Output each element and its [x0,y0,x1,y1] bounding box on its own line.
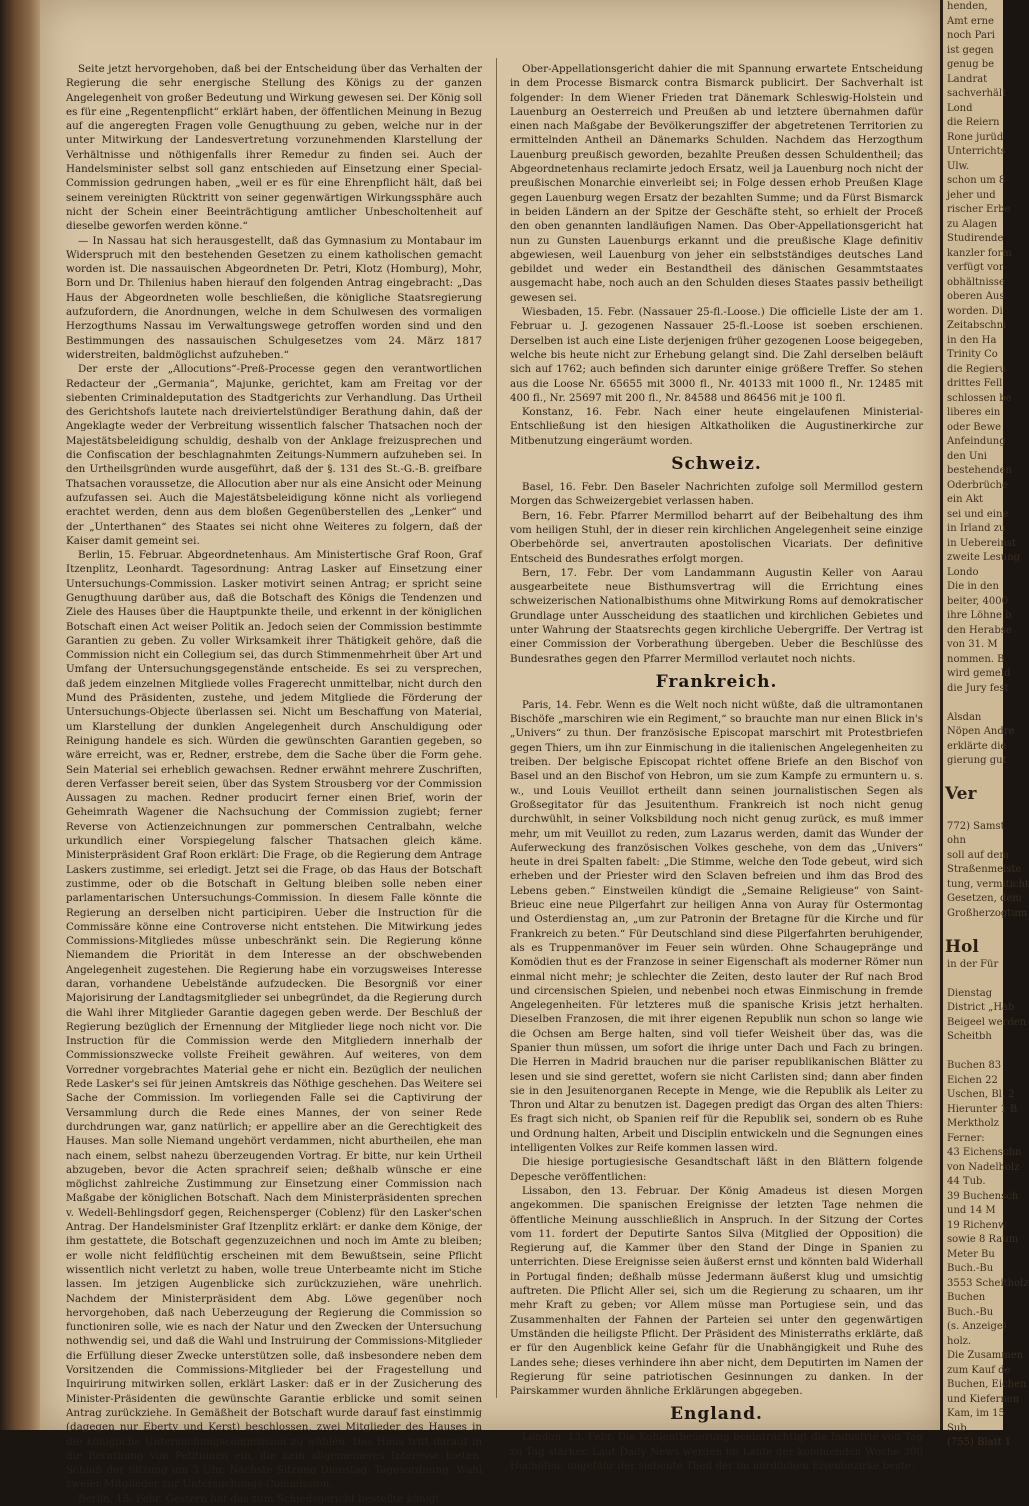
fragment-line: Die in den [947,581,999,592]
fragment-line: von 31. M [947,639,998,650]
fragment-line: ein Akt [947,494,984,505]
fragment-line: Unterrichts [947,146,1006,157]
fragment-line: noch Pari [947,30,995,41]
section-heading: Schweiz. [671,454,762,475]
fragment-line: Lond [947,102,973,114]
fragment-line: Oderbrüche [947,479,1008,491]
fragment-line: Eichen 22 [947,1074,998,1086]
fragment-line: wird gemeld [947,668,1011,679]
fragment-line: holz. [947,1335,972,1347]
fragment-line: gierung gut [947,755,1007,766]
article-paragraph: Ober-Appellationsgericht dahier die mit Spannung erwartete Entscheidung in dem Processe Bismarck contra Bismarck publicirt. Der Sachverhalt ist folgender: In dem Wiener Frieden trat Dänemark Schleswig-Holstein und Lauenburg an Oesterreich und Preußen ab und letztere übernahmen dafür einen nach Maßgabe der Bevölkerungsziffer der abgetretenen Territorien zu ermittelnden Antheil an Dänemarks Schulden. Nachdem das Herzogthum Lauenburg preußisch geworden, bezahlte Preußen dessen Schuldentheil; das Abgeordnetenhaus reclamirte jedoch Ersatz, weil ja Lauenburg noch nicht der preußischen Monarchie einverleibt sei; in Folge dessen erhob Preußen Klage gegen Lauenburg wegen Ersatz der bezahlten Summe; und da Fürst Bismarck in beiden Ländern an der Spitze der Geschäfte steht, so erhielt der Proceß den oben genannten landläufigen Namen. Das Ober-Appellationsgericht hat nun zu Gunsten Lauenburgs erkannt und die preußische Klage definitiv abgewiesen, weil Lauenburg von jeher ein selbstständiges deutsches Land gebildet und weder ein Bestandtheil des dänischen Gesammtstaates ausgemacht habe, noch auch an den Schulden dieses Staates passiv betheiligt gewesen sei. [510,63,923,304]
fragment-line: Trinity Co [947,349,998,360]
fragment-line [943,921,1003,936]
fragment-line: Buch.-Bu [947,1306,994,1318]
fragment-line: Ferner: [947,1132,985,1144]
fragment-line: 44 Tub. [947,1176,986,1187]
fragment-line: Scheitbh [947,1031,992,1042]
section-heading: Frankreich. [655,671,778,692]
fragment-line: Rone jurüd [947,131,1004,143]
fragment-line: kanzler form [947,247,1012,259]
fragment-line: von Nadelholz [947,1161,1020,1173]
fragment-line: Zeitabschni [947,320,1007,331]
article-paragraph: Bern, 17. Febr. Der vom Landammann Augustin Keller von Aarau ausgearbeitete neue Bisthumsvertrag will die Errichtung eines schweizerischen Nationalbisthums ohne Mitwirkung Roms auf demokratischer Grundlage unter Ausscheidung des staatlichen und kirchlichen Gebietes und unter Wahrung der Staatsrechts gegen kirchliche Uebergriffe. Der Vertrag ist einer Commission der Vorberathung übergeben. Ueber die Beschlüsse des Bundesrathes gegen den Pfarrer Mermillod verlautet noch nichts. [510,566,923,665]
fragment-line [943,769,1003,784]
fragment-line: die Jury fest [947,682,1009,694]
fragment-line: Alsdan [947,711,982,723]
fragment-line: 43 Eichenschn [947,1147,1022,1158]
fragment-line: und 14 M [947,1205,996,1216]
fragment-line: in den Ha [947,334,997,346]
fragment-line: (s. Anzeige) [947,1321,1007,1332]
fragment-line: Großherzogtum [947,907,1028,919]
article-paragraph: Basel, 16. Febr. Den Baseler Nachrichten zufolge soll Mermillod gestern Morgen das Schweizergebiet verlassen haben. [510,481,923,508]
article-paragraph: Paris, 14. Febr. Wenn es die Welt noch nicht wüßte, daß die ultramontanen Bischöfe „marschiren wie ein Regiment,“ so brauchte man nur einen Blick in's „Univers“ zu thun. Der französische Episcopat marschirt mit Protestbriefen gegen Thiers, um ihn zur Einmischung in die italienischen Angelegenheiten zu treiben. Der belgische Episcopat richtet offene Briefe an den Bischof von Basel und an den Bischof von Hebron, um sie zum Kampfe zu ermuntern u. s. w., und Louis Veuillot ertheilt dann seinen journalistischen Segen als Großsegitator für das Jesuitenthum. Frankreich ist noch nicht genug durchwühlt, in seiner Volksbildung noch nicht genug zurück, es muß immer mehr, um mit Veuillot zu reden, zum Lazarus werden, damit das Wunder der Auferweckung des französischen Volkes geschehe, von dem das „Univers“ heute in drei Spalten fabelt: „Die Stimme, welche den Tode gebeut, wird sich erheben und der Priester wird den Sclaven befreien und ihm das Brod des Lebens geben.“ Einstweilen kündigt die „Semaine Religieuse“ von Saint-Brieuc eine neue Pilgerfahrt zur heiligen Anna von Auray für Ostermontag und Osterdienstag an, „um zur Patronin der Bretagne für die Kirche und für Frankreich zu beten.“ Für Deutschland sind diese Pilgerfahrten beruhigender, als es Truppenmanöver im Feuer sein würden. Ohne Schaugepränge und Komödien thut es der Franzose in seiner Eigenschaft als moderner Römer nun einmal nicht mehr; je schlechter die Zeiten, desto lauter der Ruf nach Brod und circensischen Spielen, und nebenbei noch etwas Einmischung in fremde Angelegenheiten. Für letzteres muß die spanische Krisis jetzt herhalten. Dieselben Franzosen, die mit ihrer eigenen Republik nun schon so lange wie die Ochsen am Berge halten, sind voll tiefer Weisheit über das, was die Spanier thun müssen, um sofort die ihrige unter Dach und Fach zu bringen. Die Herren in Madrid brauchen nur die pariser republikanischen Blätter zu lesen und sie sind gerettet, wofern sie nicht Carlisten sind; dann aber finden sie in den Jesuitenorganen Recepte in Menge, wie die Republik als Leiter zu Thron und Altar zu benutzen ist. Dagegen predigt das Organ des alten Thiers: Es fragt sich nicht, ob Spanien reif für die Republik sei, sondern ob es Ruhe und Ordnung halten, Arbeit und Disciplin entwickeln und die Segnungen eines intelligenten Volkes zur Reife kommen lassen wird. [510,698,923,1155]
fragment-line: Merktholz [947,1118,999,1129]
article-paragraph: London, 13. Febr. Die Kohlentheuerung beeinträchtigt die Industrie von Tag zu Tag stärker. Laut Daily News werden im Laufe der kommenden Woche 300 Hochöfen, ungefähr der siebente Theil der im nördlichen Eisenbezirke beste- [510,1431,923,1473]
fragment-line: Buchen, Eichen [947,1379,1027,1390]
fragment-line: zu Alagen [947,218,998,230]
fragment-line: den Uni [947,450,988,462]
fragment-line: ist gegen [947,44,994,56]
fragment-line: Straßenmeiste [947,864,1022,875]
fragment-line: Buchen [947,1292,986,1303]
fragment-line: bestehenden [947,465,1012,476]
fragment-line: henden, [947,1,988,12]
fragment-line: verfügt vor [947,262,1004,273]
fragment-line: Kam, im 15 [947,1408,1005,1419]
fragment-line: und Kiefernen [947,1393,1020,1405]
left-column [66,62,482,1505]
adjacent-page-fragment [940,0,1029,1448]
fragment-line: Buch.-Bu [947,1263,994,1274]
fragment-line: oberen Aus [947,291,1005,302]
fragment-line: schlossen be [947,392,1012,404]
fragment-line: Amt erne [947,15,994,27]
fragment-line: Anfeindung [947,436,1006,447]
article-paragraph: Bern, 16. Febr. Pfarrer Mermillod beharrt auf der Beibehaltung des ihm vom heiligen Stuhl, der in dieser rein kirchlichen Angelegenheit seine einzige Oberbehörde sei, anvertrauten apostolischen Vicariats. Der definitive Entscheid des Bundesrathes erfolgt morgen. [510,509,923,565]
fragment-line: (755) Blatt 1 [947,1437,1012,1448]
fragment-line: sachverhält [947,88,1007,99]
article-paragraph: Berlin, 15. Februar. Abgeordnetenhaus. Am Ministertische Graf Roon, Graf Itzenplitz, Leonhardt. Tagesordnung: Antrag Lasker auf Einsetzung einer Untersuchungs-Commission. Lasker motivirt seinen Antrag; er spricht seine Genugthuung darüber aus, daß die Botschaft des Königs die Tendenzen und Ziele des Hauses über die Hauptpunkte theile, und erkennt in der königlichen Botschaft einen Act weiser Politik an. Jedoch seien der Commission bestimmte Garantien zu geben. Zu voller Wirksamkeit ihrer Thätigkeit gehöre, daß die Commission nicht ein Collegium sei, das durch Stimmenmehrheit über Art und Umfang der Untersuchungsgegenstände entscheide. Es sei zu versprechen, daß jedem einzelnen Mitgliede volles Fragerecht unmittelbar, nicht durch den Mund des Präsidenten, zustehe, und jedem Mitgliede die Förderung der Untersuchungs-Objecte überlassen sei. Nicht um Beschaffung von Material, um Klarstellung der dunklen Angelegenheit durch Anschuldigung oder Reinigung handele es sich. Würden die gewünschten Garantien gegeben, so wäre erreicht, was er, Redner, erstrebe, dem die Sache über die Form gehe. Sein Material sei erheblich gewachsen. Redner erwähnt mehrere Zuschriften, deren Verfasser bereit seien, über das System Strousberg vor der Commission Aussagen zu machen. Redner producirt ferner einen Brief, worin der Geheimrath Wagener die Nachsuchung der Commission zugiebt; ferner Reverse von Actienzeichnungen zur pommerschen Centralbahn, welche urkundlich einer Vorspiegelung falscher Thatsachen gleich käme. Ministerpräsident Graf Roon erklärt: Die Frage, ob die Regierung dem Antrage Laskers zustimme, sei erledigt. Jetzt sei die Frage, ob das Haus der Botschaft zustimme, oder ob die Botschaft in Geltung bleiben solle neben einer parlamentarischen Untersuchungs-Commission. In diesem Falle könnte die Regierung an derselben nicht participiren. Ueber die Instruction für die Commissäre könne eine Controverse nicht entstehen. Die Mitwirkung jedes Commissions-Mitgliedes müsse unbeschränkt sein. Die Regierung könne Niemandem die Priorität in dem Interesse an der obschwebenden Angelegenheit zugestehen. Die Regierung habe ein vorzugsweises Interesse daran, vorhandene Uebelstände aufzudecken. Die Besorgniß vor einer Majorisirung der Landtagsmitglieder sei unbegründet, da die Regierung durch die Wahl ihrer Mitglieder Garantie dagegen geben werde. Der Beschluß der Regierung bezüglich der Ernennung der Mitglieder liege noch nicht vor. Die Instruction für die Commission werde den Mitgliedern innerhalb der Commissionszwecke vollste Freiheit gewähren. Auf weiteres, von dem Vorredner vorgebrachtes Material gehe er nicht ein. Bezüglich der neulichen Rede Lasker's sei für jeinen Amtskreis das Nöthige geschehen. Das Weitere sei Sache der Commission. Im vorliegenden Falle sei die Captivirung der Versammlung durch die Rede eines Mannes, der von seiner Rede durchdrungen war, ganz natürlich; er appellire aber an die Gerechtigkeit des Hauses. Man solle Niemand ungehört verdammen, nicht aburtheilen, ehe man nach einem, selbst nahezu überzeugenden Vortrag. Er bitte, nur kein Urtheil abzugeben, bevor die Acten sprachreif seien; deßhalb wünsche er eine möglichst zahlreiche Zustimmung zur Einsetzung einer Commission nach Maßgabe der königlichen Botschaft. Nach dem Ministerpräsidenten sprechen v. Wedell-Behlingsdorf gegen, Reichensperger (Coblenz) für den Lasker'schen Antrag. Der Handelsminister Graf Itzenplitz erklärt: er danke dem Könige, der ihm gestattete, die Botschaft gegenzuzeichnen und noch im Amte zu bleiben; er wolle nicht feldflüchtig erscheinen mit dem Bewußtsein, seine Pflicht wissentlich nicht verletzt zu haben, wolle treue Unterbeamte nicht im Stiche lassen. Im jetzigen Augenblicke sich zurückzuziehen, wäre unehrlich. Nachdem der Ministerpräsident dem Abg. Löwe gegenüber noch hervorgehoben, daß nach Ueberzeugung der Regierung die Commission so functioniren solle, wie es nach der Natur und den Zwecken der Untersuchung nothwendig sei, und daß die Wahl und Instruirung der Commissions-Mitglieder die Erfüllung dieser Zwecke unterstützen solle, daß insbesondere neben dem Vorsitzenden die Commissions-Mitglieder bei der Fragestellung und Inquirirung mitwirken sollen, erklärt Lasker: daß er in der Zusicherung des Minister-Präsidenten die gewünschte Garantie erblicke und somit seinen Antrag zurückziehe. In Gemäßheit der Botschaft wurde darauf fast einstimmig (dagegen nur Eberty und Kerst) beschlossen, zwei Mitglieder des Hauses in die königliche Untersuchungscommission zu wählen. Das Haus tritt darauf in die Berathung von Petitionen ein, die kein allgemeineres Interesse bieten. Schluß der Sitzung um 3 Uhr. Nächste Sitzung Dienstag. Tagesordnung: Wahl zweier Mitglieder zur Untersuchungs-Commission. [66,549,482,1491]
fragment-line: schon um 8 [947,175,1006,186]
article-paragraph: Der erste der „Allocutions“-Preß-Processe gegen den verantwortlichen Redacteur der „Germania“, Majunke, gerichtet, kam am Freitag vor der siebenten Criminaldeputation des Stadtgerichts zur Verhandlung. Das Urtheil des Gerichtshofs lautete nach dreiviertelstündiger Berathung dahin, daß der Angeklagte weder der Verbreitung wissentlich falscher Thatsachen noch der Majestätsbeleidigung schuldig, deshalb von der Anklage freizusprechen und die Confiscation der beschlagnahmten Zeitungs-Nummern aufzuheben sei. In den Urtheilsgründen wurde ausgeführt, daß der §. 131 des St.-G.-B. greifbare Thatsachen voraussetze, die Allocution aber nur als eine Ansicht oder Meinung aufzufassen sei. Auch die Majestätsbeleidigung könne nicht als vorliegend erachtet werden, denn aus dem bloßen Gegenüberstellen des „Lenker“ und der „Unterthanen“ des Staates sei nicht ohne Weiteres zu folgern, daß der Kaiser damit gemeint sei. [66,363,482,547]
article-paragraph: Berlin, 15. Febr. Gestern hat das zum Schiedsgericht bestellte königl. [78,1492,443,1505]
article-paragraph: Wiesbaden, 15. Febr. (Nassauer 25-fl.-Loose.) Die officielle Liste der am 1. Februar u. J. gezogenen Nassauer 25-fl.-Loose ist soeben erschienen. Derselben ist auch eine Liste derjenigen früher gezogenen Loose beigegeben, welche bis heute nicht zur Erhebung gelangt sind. Die Zahl derselben beläuft sich auf 1762; auch befinden sich darunter einige größere Treffer. So stehen aus die Loose Nr. 65655 mit 3000 fl., Nr. 40133 mit 1000 fl., Nr. 12485 mit 400 fl., Nr. 25697 mit 200 fl., Nr. 84588 und 86456 mit je 100 fl. [510,306,923,404]
fragment-line: in der Für [947,958,999,970]
fragment-line: Uschen, Bl. 2 [947,1089,1015,1100]
fragment-heading: Hol [945,936,979,957]
fragment-line: Landrat [947,73,988,85]
fragment-line: beiter, 4000 [947,595,1008,607]
article-paragraph: Lissabon, den 13. Februar. Der König Amadeus ist diesen Morgen angekommen. Die spanischen Ereignisse der letzten Tage nehmen die öffentliche Meinung ausschließlich in Anspruch. In der Sitzung der Cortes vom 11. fordert der Deputirte Santos Silva (Mitglied der Opposition) die Regierung auf, die Kammer über den Stand der Dinge in Spanien zu unterrichten. Diese Ereignisse seien äußerst ernst und könnten bald Widerhall in Portugal finden; deßhalb müsse Jedermann äußerst klug und umsichtig auftreten. Die Pflicht Aller sei, sich um die Regierung zu schaaren, um ihr mehr Kraft zu geben; vor Allem müsse man Portugiese sein, und das Zusammenhalten der Fahnen der Parteien sei unter den gegenwärtigen Umständen die heiligste Pflicht. Der Präsident des Ministerraths erklärte, daß er für den Augenblick keine Gefahr für die Unabhängigkeit und Ruhe des Landes sehe; dieses verhindere ihn aber nicht, dem Deputirten im Namen der Regierung für seine patriotischen Gesinnungen zu danken. In der Pairskammer wurden ähnliche Erklärungen abgegeben. [510,1184,923,1398]
fragment-line: Gesetzen, dem [947,893,1022,904]
fragment-line: Nöpen Andre [947,726,1015,737]
fragment-line: oder Bewe [947,421,1002,433]
fragment-line: 3553 Scheitholz [947,1277,1029,1289]
fragment-line: obhältnisse [947,276,1005,288]
fragment-line: Studirende [947,233,1004,244]
book-binding-edge [0,0,40,1430]
right-column [510,62,923,1473]
fragment-line: Ulw. [947,160,970,172]
article-paragraph: Seite jetzt hervorgehoben, daß bei der Entscheidung über das Verhalten der Regierung die sehr energische Stellung des Königs zu der ganzen Angelegenheit von großer Bedeutung und Wirkung gewesen sei. Der König soll es für eine „Regentenpflicht“ erklärt haben, der öffentlichen Meinung in Bezug auf die angeregten Fragen volle Genugthuung zu geben, welche nur in der unter Mitwirkung der Landesvertretung vorzunehmenden Klarstellung der Verhältnisse und nöthigenfalls ihrer Remedur zu finden sei. Auch der Handelsminister selbst soll ganz entschieden auf Einsetzung einer Special-Commission gedrungen haben, „weil er es für eine Ehrenpflicht hält, daß bei seinem vereinigten Rücktritt von seiner gegenwärtigen Wirkungssphäre auch nicht der Schein einer Beeinträchtigung amtlicher Unbescholtenheit auf dieselbe geworfen werden könne.“ [66,63,482,233]
fragment-line: 19 Richenw [947,1219,1007,1231]
fragment-line: die Regieru [947,363,1006,375]
fragment-line: Dienstag [947,987,993,999]
article-paragraph: Die hiesige portugiesische Gesandtschaft läßt in den Blättern folgende Depesche veröffentlichen: [510,1156,923,1183]
fragment-line: liberes ein [947,407,1001,418]
fragment-line: zum Kauf de [947,1364,1011,1376]
fragment-line: in Uebereinst [947,537,1016,549]
fragment-line: drittes Fell [947,378,1003,389]
fragment-line: Die Zusammen [947,1350,1024,1361]
fragment-line: nommen. B [947,653,1005,665]
fragment-line: Meter Bu [947,1248,995,1260]
fragment-line: District „Hab [947,1002,1015,1013]
article-paragraph: Konstanz, 16. Febr. Nach einer heute eingelaufenen Ministerial-Entschließung ist den hiesigen Altkatholiken die Augustinerkirche zur Mitbenutzung eingeräumt worden. [510,406,923,447]
fragment-line: 772) Samst [947,820,1005,832]
section-heading: England. [670,1404,763,1425]
fragment-line: genug be [947,59,995,70]
fragment-line: tung, vermiticht [947,878,1029,890]
fragment-line: ihre Löhne b [947,610,1012,621]
fragment-line: Londo [947,566,979,578]
fragment-line: Hierunter 1 B [947,1103,1018,1115]
fragment-line: jeher und [947,189,996,201]
fragment-line: 39 Buchensch [947,1190,1019,1202]
fragment-line: sei und eine [947,508,1009,520]
fragment-line: Buchen 83 [947,1060,1002,1071]
fragment-line: Sub [947,1422,967,1434]
fragment-line: Beigeel werden [947,1016,1027,1028]
fragment-line: erklärte die [947,740,1007,752]
fragment-line: rischer Erbe [947,204,1011,215]
fragment-line: in Irland zu [947,523,1006,534]
fragment-line: den Herabse [947,624,1012,636]
fragment-line: die Reiern [947,117,1000,128]
fragment-line [943,696,1003,711]
column-divider [496,58,497,1398]
fragment-line: sowie 8 Raum [947,1234,1019,1245]
fragment-line: ohn [947,835,966,846]
article-paragraph: — In Nassau hat sich herausgestellt, daß das Gymnasium zu Montabaur im Widerspruch mit den bestehenden Gesetzen zu einem katholischen gemacht worden ist. Die nassauischen Abgeordneten Dr. Petri, Klotz (Homburg), Mohr, Born und Dr. Thilenius haben hierauf den folgenden Antrag eingebracht: „Das Haus der Abgeordneten wolle beschließen, die königliche Staatsregierung aufzufordern, die Anordnungen, welche in dem Schulwesen des vormaligen Herzogthums Nassau im Verwaltungswege getroffen worden sind und den Bestimmungen des nassauischen Schulgesetzes vom 24. März 1817 widerstreiten, baldmöglichst aufzuheben.“ [66,234,482,361]
fragment-line: worden. Di [947,305,1003,317]
fragment-line: zweite Lesung [947,552,1021,563]
fragment-line: soll auf dem [947,849,1009,861]
fragment-line [943,805,1003,820]
fragment-heading: Ver [945,784,977,804]
fragment-line [943,972,1003,987]
fragment-line [943,1045,1003,1060]
